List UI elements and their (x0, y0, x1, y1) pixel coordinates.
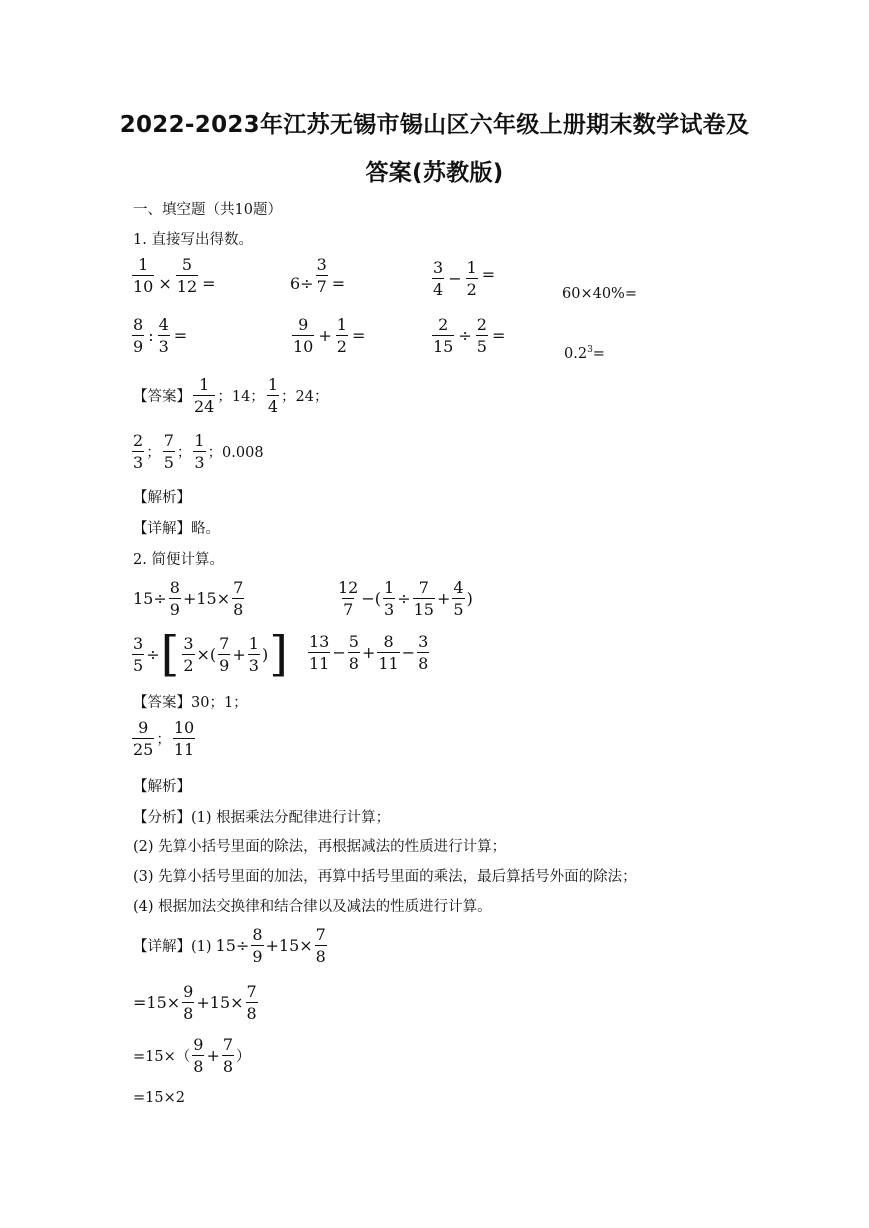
question-1-label: 1. 直接写出得数。 (133, 232, 253, 248)
q1-expr-d1: 60×40%= (562, 286, 637, 302)
q2-analysis-1: 【分析】(1) 根据乘法分配律进行计算； (133, 810, 391, 826)
q1-answer-line1: 【答案】 $\frac{1}{24}$ ；14； $\frac{1}{4}$ ；24； (133, 375, 329, 416)
q1-expr-d2: $0.2^3=$ (564, 345, 605, 362)
q1-jiexi: 【解析】 (133, 490, 191, 506)
q1-expr-c2: $\frac{2}{15}$ ÷ $\frac{2}{5}$ = (433, 315, 506, 356)
document-title-line1: 2022-2023年江苏无锡市锡山区六年级上册期末数学试卷及 (119, 112, 750, 138)
q1-expr-a1: $\frac{1}{10}$ × $\frac{5}{12}$ = (133, 255, 216, 296)
q2-expr-2: $\frac{12}{7}$ −( $\frac{1}{3}$ ÷ $\frac{7}{15}$ + $\frac{4}{5}$ ) (338, 578, 473, 619)
q2-expr-4: $\frac{13}{11}$ − $\frac{5}{8}$ + $\frac{8}{11}$ − $\frac{3}{8}$ (309, 632, 429, 673)
q2-step-2: =15×（ $\frac{9}{8}$ + $\frac{7}{8}$ ） (133, 1035, 251, 1076)
q1-expr-b2: $\frac{9}{10}$ + $\frac{1}{2}$ = (293, 315, 366, 356)
q1-detail: 【详解】略。 (133, 521, 220, 537)
q1-expr-c1: $\frac{3}{4}$ − $\frac{1}{2}$ = (433, 258, 496, 299)
section-heading: 一、填空题（共10题） (133, 202, 282, 218)
document-title-line2: 答案(苏教版) (365, 160, 504, 186)
q1-expr-a2: $\frac{8}{9}$ : $\frac{4}{3}$ = (133, 315, 188, 356)
q1-expr-b1: 6÷ $\frac{3}{7}$ = (290, 255, 346, 296)
q2-analysis-2: (2) 先算小括号里面的除法，再根据减法的性质进行计算； (133, 839, 507, 855)
q2-jiexi: 【解析】 (133, 779, 191, 795)
q2-detail-line: 【详解】(1) 15÷ $\frac{8}{9}$ +15× $\frac{7}{8}$ (133, 925, 326, 966)
q2-answer-line1: 【答案】30；1； (133, 695, 248, 711)
q2-analysis-3: (3) 先算小括号里面的加法，再算中括号里面的乘法，最后算括号外面的除法； (133, 869, 637, 885)
q2-step-3: =15×2 (133, 1090, 185, 1106)
q1-answer-line2: $\frac{2}{3}$ ； $\frac{7}{5}$ ； $\frac{1}{3}$ ；0.008 (133, 431, 264, 472)
q2-expr-3: $\frac{3}{5}$ ÷ [ $\frac{3}{2}$ ×( $\frac{7}{9}$ + $\frac{1}{3}$ ) ] (133, 626, 288, 682)
q2-expr-1: 15÷ $\frac{8}{9}$ +15× $\frac{7}{8}$ (133, 578, 244, 619)
q2-answer-line2: $\frac{9}{25}$ ； $\frac{10}{11}$ (133, 718, 195, 759)
question-2-label: 2. 简便计算。 (133, 552, 224, 568)
q2-step-1: =15× $\frac{9}{8}$ +15× $\frac{7}{8}$ (133, 982, 257, 1023)
q2-analysis-4: (4) 根据加法交换律和结合律以及减法的性质进行计算。 (133, 899, 492, 915)
